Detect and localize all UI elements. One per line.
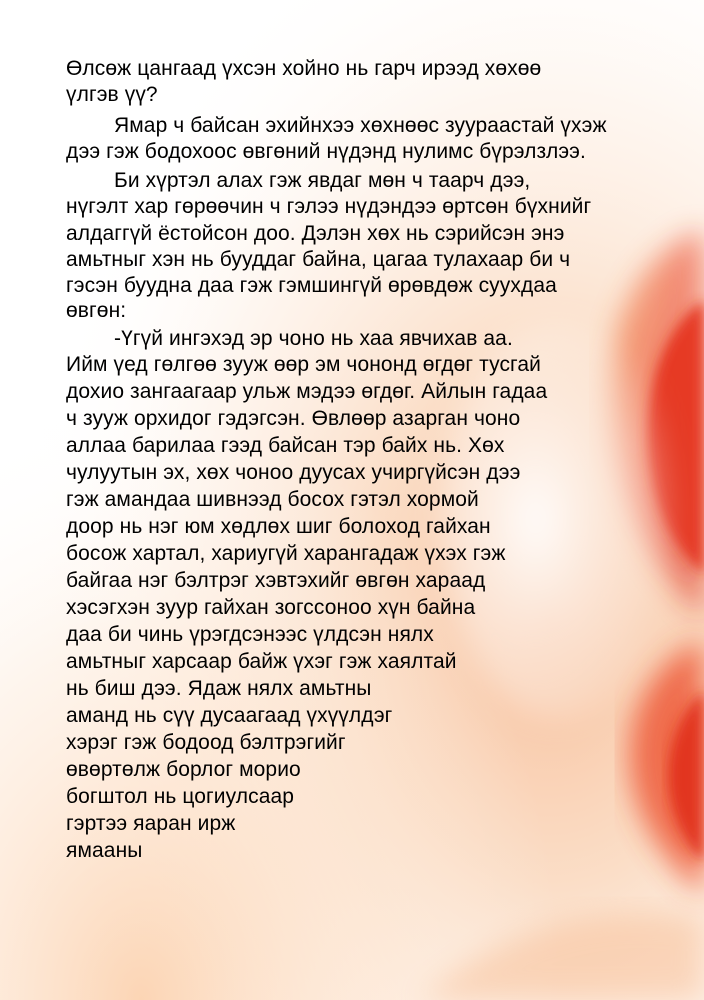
text-line: босож хартал, хариугүй харангадаж үхэх гэж [66, 542, 506, 565]
text-line: өвгөн: [66, 299, 127, 322]
text-line: ямааны [66, 839, 143, 862]
text-line: гэж амандаа шивнээд босох гэтэл хормой [66, 488, 479, 511]
text-line: Би хүртэл алах гэж явдаг мөн ч таарч дээ, [114, 169, 531, 192]
text-line: аманд нь сүү дусаагаад үхүүлдэг [66, 704, 393, 727]
text-line: аллаа барилаа гээд байсан тэр байх нь. Хөх [66, 434, 505, 457]
text-line: Өлсөж цангаад үхсэн хойно нь гарч ирээд хөхөө [66, 57, 542, 80]
text-line: нь биш дээ. Ядаж нялх амьтны [66, 677, 372, 700]
text-line: дохио зангаагаар ульж мэдээ өгдөг. Айлын гадаа [66, 380, 548, 403]
text-line: хэрэг гэж бодоод бэлтрэгийг [66, 731, 346, 754]
text-line: доор нь нэг юм хөдлөх шиг болоход гайхан [66, 515, 491, 538]
text-line: байгаа нэг бэлтрэг хэвтэхийг өвгөн хараад [66, 569, 486, 592]
text-line: даа би чинь үрэгдсэнээс үлдсэн нялх [66, 623, 434, 646]
text-line: дээ гэж бодохоос өвгөний нүдэнд нулимс бүрэлзлээ. [66, 140, 586, 163]
text-line: гэртээ яаран ирж [66, 812, 236, 835]
text-line: Ямар ч байсан эхийнхээ хөхнөөс зуураастай үхэж [114, 114, 607, 137]
text-line: нүгэлт хар гөрөөчин ч гэлээ нүдэндээ өртсөн бүхнийг [66, 195, 592, 218]
text-line: үлгэв үү? [66, 83, 158, 106]
text-line: хэсэгхэн зуур гайхан зогссоноо хүн байна [66, 596, 476, 619]
text-line: амьтныг харсаар байж үхэг гэж хаялтай [66, 650, 457, 673]
text-line: -Үгүй ингэхэд эр чоно нь хаа явчихав аа. [114, 327, 513, 350]
text-line: чулуутын эх, хөх чоноо дуусах учиргүйсэн дээ [66, 461, 521, 484]
text-line: өвөртөлж борлог морио [66, 758, 301, 781]
text-line: алдаггүй ёстойсон доо. Дэлэн хөх нь сэрийсэн энэ [66, 222, 565, 245]
text-line: богштол нь цогиулсаар [66, 785, 295, 808]
text-line: ч зууж орхидог гэдэгсэн. Өвлөөр азарган чоно [66, 407, 521, 430]
text-line: гэсэн буудна даа гэж гэмшингүй өрөвдөж суухдаа [66, 274, 557, 297]
text-line: амьтныг хэн нь бууддаг байна, цагаа тулахаар би ч [66, 248, 571, 271]
text-line: Ийм үед гөлгөө зууж өөр эм чононд өгдөг тусгай [66, 353, 541, 376]
